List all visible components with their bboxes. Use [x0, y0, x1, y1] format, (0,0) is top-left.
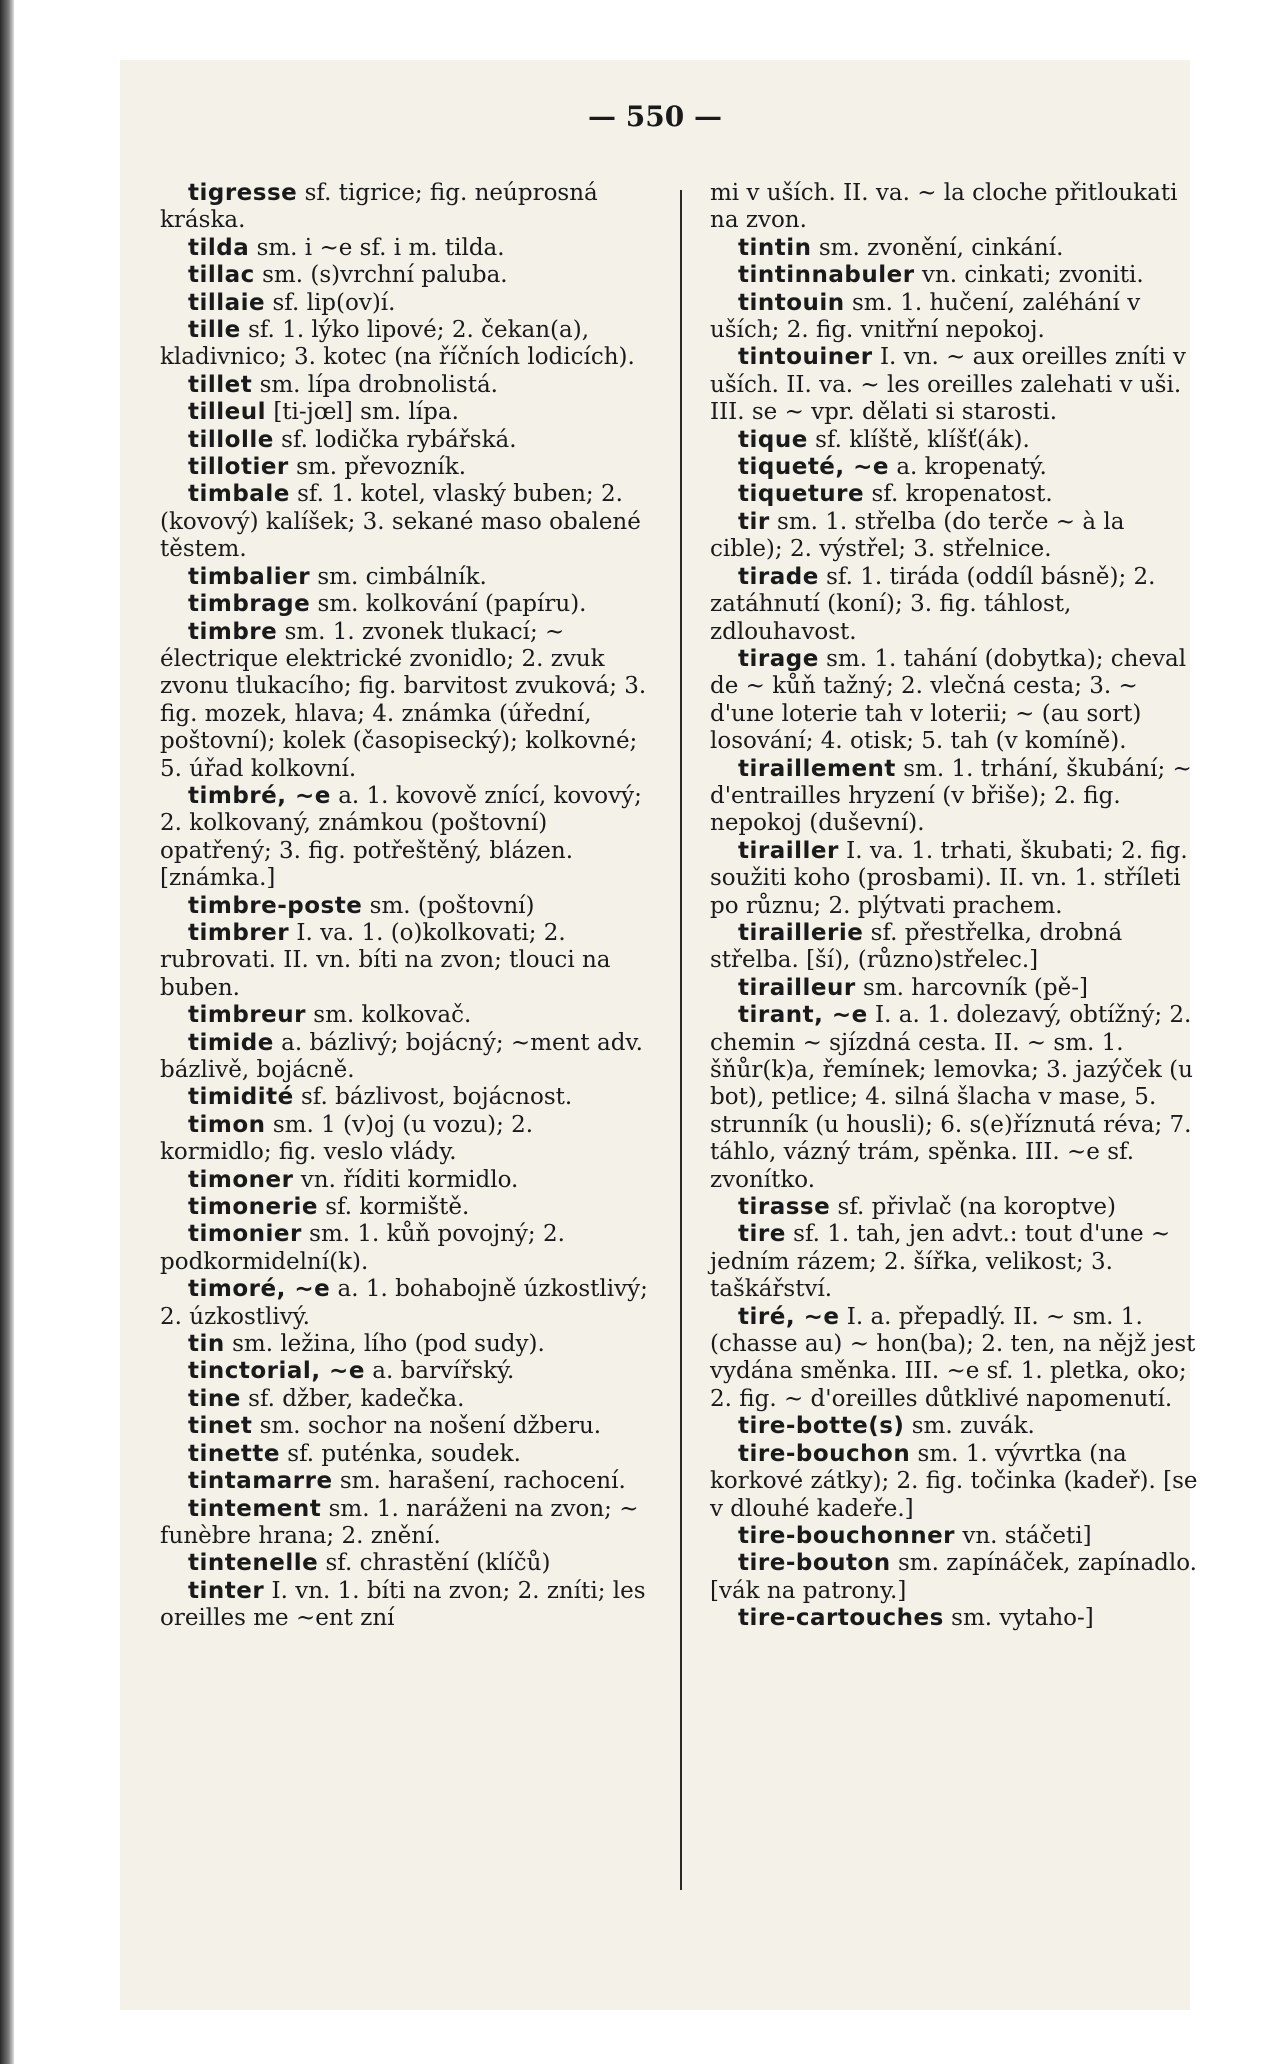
headword: tire-botte(s) [738, 1413, 905, 1440]
dictionary-entry [160, 290, 650, 317]
dictionary-entry [710, 1413, 1200, 1440]
definition: I. va. 1. trhati, škubati; 2. fig. soužiti koho (prosbami). II. vn. 1. stříleti po různu; 2. plýtvati prachem. [710, 837, 1188, 919]
headword: tintinnabuler [738, 262, 915, 289]
dictionary-page [120, 60, 1198, 2010]
dictionary-entry [160, 1496, 650, 1551]
headword: tillotier [188, 454, 289, 481]
dictionary-entry [160, 1276, 650, 1331]
definition: sm. 1. střelba (do terče ~ à la cible); 2. výstřel; 3. střelnice. [710, 508, 1125, 563]
dictionary-entry [710, 235, 1200, 262]
headword: tinctorial, ~e [188, 1358, 365, 1385]
column-divider [680, 190, 682, 1890]
headword: tirailleur [738, 974, 856, 1001]
definition: a. 1. kovově znící, kovový; 2. kolkovaný, známkou (poštovní) opatřený; 3. fig. potřeštěný, blázen. [známka.] [160, 782, 642, 892]
definition: sm. (s)vrchní paluba. [262, 262, 508, 289]
definition: sm. vytaho-] [951, 1605, 1094, 1632]
dictionary-entry [160, 399, 650, 426]
definition: sf. bázlivost, bojácnost. [300, 1084, 573, 1111]
dictionary-entry [160, 427, 650, 454]
definition: sm. harašení, rachocení. [339, 1468, 626, 1495]
dictionary-entry [710, 1441, 1200, 1523]
dictionary-entry [160, 591, 650, 618]
dictionary-entry [160, 1194, 650, 1221]
headword: tire-cartouches [738, 1605, 944, 1632]
definition: sm. sochor na nošení džberu. [259, 1413, 602, 1440]
headword: tillaie [188, 289, 266, 316]
dictionary-entry [160, 454, 650, 481]
definition: sf. 1. lýko lipové; 2. čekan(a), kladivnico; 3. kotec (na říčních lodicích). [160, 317, 635, 371]
definition: sf. přestřelka, drobná střelba. [ší), (různo)střelec.] [710, 919, 1123, 974]
headword: tirade [738, 563, 819, 590]
headword: tiré, ~e [738, 1303, 840, 1330]
headword: tiqueté, ~e [738, 454, 890, 481]
dictionary-entry [710, 454, 1200, 481]
dictionary-entry [160, 1167, 650, 1194]
headword: tillet [188, 371, 253, 398]
definition: sf. přivlač (na koroptve) [837, 1194, 1116, 1221]
definition: sm. 1. hučení, zaléhání v uších; 2. fig. vnitřní nepokoj. [710, 289, 1141, 344]
dictionary-entry [710, 290, 1200, 345]
headword: tintamarre [188, 1468, 333, 1495]
headword: tinter [188, 1577, 265, 1604]
definition: sm. kolkování (papíru). [317, 591, 587, 618]
headword: timon [188, 1111, 266, 1138]
dictionary-entry [160, 1413, 650, 1440]
definition: sm. harcovník (pě-] [863, 974, 1088, 1001]
dictionary-entry [160, 1358, 650, 1385]
headword: tin [188, 1331, 225, 1358]
definition: sm. 1. naráženi na zvon; ~ funèbre hrana; 2. znění. [160, 1495, 639, 1549]
definition: sm. 1. vývrtka (na korkové zátky); 2. fig. točinka (kadeř). [se v dlouhé kadeře.] [710, 1440, 1198, 1522]
definition: sm. 1. kůň povojný; 2. podkormidelní(k). [160, 1221, 565, 1275]
dictionary-entry [160, 1550, 650, 1577]
definition: sm. i ~e sf. i m. tilda. [256, 234, 505, 261]
definition: sm. zuvák. [911, 1413, 1035, 1440]
headword: tire-bouchon [738, 1440, 911, 1467]
left-column [160, 180, 650, 1633]
definition: I. a. přepadlý. II. ~ sm. 1. (chasse au) ~ hon(ba); 2. ten, na nějž jest vydána směnka. III. ~e sf. 1. pletka, oko; 2. fig. ~ d'oreilles důtklivé napomenutí. [710, 1303, 1196, 1412]
headword: tigresse [188, 180, 298, 206]
headword: tiqueture [738, 481, 865, 508]
headword: timbrer [188, 919, 290, 946]
dictionary-entry [160, 783, 650, 893]
definition: sm. 1 (v)oj (u vozu); 2. kormidlo; fig. veslo vlády. [160, 1111, 534, 1166]
dictionary-entry [160, 564, 650, 591]
headword: tilda [188, 234, 250, 261]
definition: sm. ležina, lího (pod sudy). [232, 1331, 545, 1358]
headword: tillolle [188, 426, 274, 453]
headword: timidité [188, 1084, 294, 1111]
headword: tire-bouton [738, 1550, 891, 1577]
dictionary-entry [710, 262, 1200, 289]
dictionary-entry [160, 317, 650, 372]
dictionary-entry [160, 1441, 650, 1468]
headword: tiraillerie [738, 919, 864, 946]
definition: sm. cimbálník. [317, 563, 487, 590]
headword: timide [188, 1029, 274, 1056]
dictionary-entry [710, 1605, 1200, 1632]
definition: sm. 1. tahání (dobytka); cheval de ~ kůň tažný; 2. vlečná cesta; 3. ~ d'une loterie tah v loterii; ~ (au sort) losování; 4. otisk; 5. tah (v komíně). [710, 645, 1187, 755]
definition: a. kropenatý. [896, 454, 1047, 481]
dictionary-entry [160, 1221, 650, 1276]
definition: vn. říditi kormidlo. [300, 1166, 519, 1193]
dictionary-entry [160, 1112, 650, 1167]
headword: timoré, ~e [188, 1276, 331, 1303]
headword: tillac [188, 262, 255, 289]
headword: tintouin [738, 289, 845, 316]
dictionary-entry [710, 838, 1200, 920]
definition: sm. lípa drobnolistá. [259, 371, 498, 398]
dictionary-entry [710, 975, 1200, 1002]
dictionary-entry [160, 1468, 650, 1495]
right-column [710, 180, 1200, 1633]
dictionary-entry [710, 1550, 1200, 1605]
definition: sf. lip(ov)í. [272, 289, 396, 316]
headword: tintin [738, 234, 812, 261]
definition: sm. kolkovač. [313, 1002, 472, 1029]
dictionary-entry [160, 372, 650, 399]
dictionary-entry [160, 235, 650, 262]
dictionary-entry [710, 920, 1200, 975]
headword: timonier [188, 1221, 302, 1248]
headword: tirant, ~e [738, 1002, 868, 1029]
dictionary-entry [710, 1304, 1200, 1414]
dictionary-entry [710, 180, 1200, 235]
definition: a. barvířský. [372, 1358, 515, 1385]
headword: tique [738, 426, 808, 453]
headword: timbré, ~e [188, 782, 331, 809]
definition: sf. lodička rybářská. [281, 426, 517, 453]
dictionary-entry [710, 646, 1200, 756]
headword: tinette [188, 1440, 280, 1467]
headword: timbreur [188, 1002, 306, 1029]
page-number: — 550 — [588, 100, 722, 133]
definition: I. vn. 1. bíti na zvon; 2. zníti; les oreilles me ~ent zní [160, 1577, 646, 1632]
headword: tilleul [188, 399, 267, 426]
headword: tire [738, 1221, 786, 1248]
headword: tiraillement [738, 755, 896, 782]
definition: a. 1. bohabojně úzkostlivý; 2. úzkostlivý. [160, 1276, 648, 1330]
dictionary-entry [160, 1331, 650, 1358]
headword: timoner [188, 1166, 294, 1193]
dictionary-entry [710, 1523, 1200, 1550]
headword: tire-bouchonner [738, 1522, 956, 1549]
dictionary-entry [160, 481, 650, 563]
definition: sm. zapínáček, zapínadlo. [vák na patrony.] [710, 1550, 1197, 1604]
definition: vn. stáčeti] [962, 1522, 1092, 1549]
definition: sf. tigrice; fig. neúprosná kráska. [160, 180, 598, 234]
headword: timonerie [188, 1194, 318, 1221]
headword: tir [738, 508, 770, 535]
dictionary-entry [710, 1002, 1200, 1194]
definition: I. va. 1. (o)kolkovati; 2. rubrovati. II. vn. bíti na zvon; tlouci na buben. [160, 919, 611, 1001]
dictionary-entry [160, 893, 650, 920]
definition: a. bázlivý; bojácný; ~ment adv. bázlivě, bojácně. [160, 1029, 643, 1083]
dictionary-entry [160, 1002, 650, 1029]
dictionary-entry [710, 564, 1200, 646]
dictionary-entry [160, 619, 650, 783]
dictionary-entry [160, 1386, 650, 1413]
definition: sf. kormiště. [325, 1194, 470, 1221]
headword: timbrage [188, 591, 311, 618]
dictionary-entry [710, 509, 1200, 564]
headword: timbalier [188, 563, 311, 590]
definition: sm. zvonění, cinkání. [818, 234, 1064, 261]
dictionary-entry [710, 481, 1200, 508]
dictionary-entry [710, 427, 1200, 454]
dictionary-entry [710, 344, 1200, 426]
headword: tintouiner [738, 344, 873, 371]
definition: sf. klíště, klíšť(ák). [815, 426, 1030, 453]
headword: tille [188, 317, 241, 344]
definition: I. vn. ~ aux oreilles zníti v uších. II. va. ~ les oreilles zalehati v uši. III. se ~ vpr. dělati si starosti. [710, 344, 1186, 426]
scan-edge [0, 0, 14, 2064]
definition: sf. kropenatost. [871, 481, 1053, 508]
dictionary-entry [710, 1194, 1200, 1221]
definition: sf. 1. tiráda (oddíl básně); 2. zatáhnutí (koní); 3. fig. táhlost, zdlouhavost. [710, 563, 1156, 645]
headword: timbre [188, 618, 278, 645]
dictionary-entry [160, 262, 650, 289]
dictionary-entry [160, 1084, 650, 1111]
headword: tirailler [738, 837, 839, 864]
dictionary-entry [710, 1221, 1200, 1303]
headword: tintenelle [188, 1550, 319, 1577]
headword: timbale [188, 481, 290, 508]
definition: sf. 1. tah, jen advt.: tout d'une ~ jedním rázem; 2. šířka, velikost; 3. taškářství. [710, 1221, 1171, 1303]
dictionary-entry [160, 1030, 650, 1085]
dictionary-entry [160, 180, 650, 235]
definition: sf. chrastění (klíčů) [325, 1550, 551, 1577]
dictionary-entry [160, 920, 650, 1002]
headword: timbre-poste [188, 892, 363, 919]
definition: sf. džber, kadečka. [248, 1385, 465, 1412]
definition: sm. 1. zvonek tlukací; ~ électrique elektrické zvonidlo; 2. zvuk zvonu tlukacího; fig. barvitost zvuková; 3. fig. mozek, hlava; 4. známka (úřední, poštovní); kolek (časopisecký); kolkovné; 5. úřad kolkovní. [160, 618, 647, 782]
headword: tine [188, 1385, 241, 1412]
definition: sm. převozník. [296, 454, 467, 481]
definition: sm. 1. trhání, škubání; ~ d'entrailles hryzení (v břiše); 2. fig. nepokoj (duševní). [710, 755, 1192, 837]
definition: [ti-jœl] sm. lípa. [273, 399, 459, 426]
headword: tirage [738, 645, 819, 672]
dictionary-entry [160, 1578, 650, 1633]
definition: sf. puténka, soudek. [287, 1440, 521, 1467]
definition: sf. 1. kotel, vlaský buben; 2. (kovový) kalíšek; 3. sekané maso obalené těstem. [160, 481, 641, 563]
dictionary-entry [710, 756, 1200, 838]
headword: tinet [188, 1413, 253, 1440]
definition: vn. cinkati; zvoniti. [921, 262, 1144, 289]
definition: I. a. 1. dolezavý, obtížný; 2. chemin ~ sjízdná cesta. II. ~ sm. 1. šňůr(k)a, řemínek; lemovka; 3. jazýček (u bot), petlice; 4. silná šlacha v mase, 5. strunník (u housli); 6. s(e)říznutá réva; 7. táhlo, vázný trám, spěnka. III. ~e sf. zvonítko. [710, 1002, 1193, 1193]
definition: mi v uších. II. va. ~ la cloche přitloukati na zvon. [710, 180, 1178, 234]
headword: tintement [188, 1495, 322, 1522]
headword: tirasse [738, 1194, 831, 1221]
definition: sm. (poštovní) [369, 892, 535, 919]
